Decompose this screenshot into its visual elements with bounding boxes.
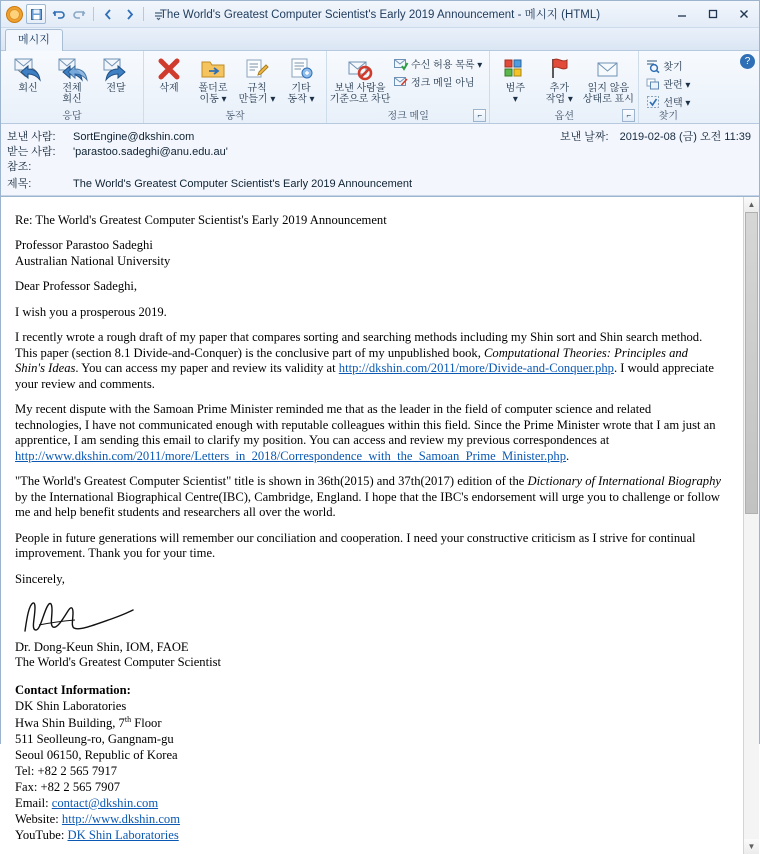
- ribbon-group-options: [490, 51, 639, 123]
- safe-lists-button[interactable]: [391, 55, 485, 72]
- follow-up-label-top: 추가: [549, 83, 569, 94]
- toolbar-divider-2: [143, 7, 144, 21]
- correspondence-link[interactable]: http://www.dkshin.com/2011/more/Letters_in_2018/Correspondence_with_the_Samoan_Prime_Minister.php: [15, 448, 567, 463]
- body-subject-line: Re: The World's Greatest Computer Scientist's Early 2019 Announcement: [15, 213, 387, 227]
- reply-label: 회신: [18, 83, 38, 94]
- related-label: 관련 ▾: [663, 80, 691, 91]
- body-recipient-name: Professor Parastoo Sadeghi: [15, 238, 153, 253]
- close-icon[interactable]: [728, 1, 759, 27]
- maximize-icon[interactable]: [697, 1, 728, 27]
- contact-street: 511 Seolleung-ro, Gangnam-gu: [15, 731, 174, 746]
- ribbon-group-find: [639, 51, 697, 123]
- p3-text-b: .: [566, 448, 570, 463]
- redo-icon[interactable]: [70, 5, 88, 23]
- website-link[interactable]: http://www.dkshin.com: [61, 811, 181, 826]
- scroll-down-arrow[interactable]: ▼: [744, 839, 759, 854]
- mark-unread-label-top: 읽지 않음: [587, 83, 630, 94]
- other-actions-button[interactable]: [280, 53, 322, 105]
- delete-icon: [156, 55, 182, 83]
- not-junk-icon: [394, 75, 408, 89]
- related-icon: [646, 77, 660, 91]
- body-scrollbar[interactable]: [743, 197, 759, 854]
- to-row: [7, 143, 753, 158]
- mark-unread-button[interactable]: [582, 53, 634, 105]
- subject-value: The World's Greatest Computer Scientist's Early 2019 Announcement: [73, 178, 413, 190]
- move-to-folder-label-bottom: 이동 ▾: [199, 94, 227, 105]
- contact-building: [15, 715, 721, 732]
- contact-building-suffix: Floor: [131, 715, 162, 730]
- create-rule-button[interactable]: [236, 53, 278, 105]
- create-rule-icon: [244, 55, 270, 83]
- other-actions-label-top: 기타: [291, 83, 311, 94]
- follow-up-icon: [546, 55, 572, 83]
- sent-date: [560, 128, 751, 144]
- find-icon: [646, 59, 660, 73]
- move-to-folder-label-top: 폴더로: [198, 83, 228, 94]
- window-controls: [666, 1, 759, 27]
- contact-header: Contact Information:: [15, 682, 131, 697]
- p2-text-b: . You can access my paper and review its validity at: [75, 361, 339, 376]
- follow-up-button[interactable]: [538, 53, 580, 105]
- help-icon[interactable]: ?: [740, 54, 755, 69]
- reply-all-label-bottom: 회신: [62, 94, 82, 105]
- ribbon-group-junk: [327, 51, 490, 123]
- handwritten-signature: [19, 597, 721, 637]
- to-value[interactable]: 'parastoo.sadeghi@anu.edu.au': [73, 146, 228, 158]
- tab-message[interactable]: [5, 29, 63, 51]
- paper-link[interactable]: http://dkshin.com/2011/more/Divide-and-Conquer.php: [338, 361, 614, 376]
- undo-icon[interactable]: [49, 5, 67, 23]
- contact-lab: DK Shin Laboratories: [15, 698, 127, 713]
- body-paragraph-4: [15, 474, 721, 520]
- office-orb[interactable]: [5, 5, 23, 23]
- reply-icon: [14, 55, 42, 83]
- contact-building-sup: th: [124, 714, 132, 724]
- previous-item-icon[interactable]: [99, 5, 117, 23]
- contact-website-label: Website:: [15, 811, 62, 826]
- to-label: 받는 사람:: [7, 146, 56, 158]
- find-button[interactable]: [643, 57, 693, 74]
- message-body-area: [1, 196, 759, 854]
- forward-button[interactable]: [95, 53, 137, 94]
- find-label: 찾기: [663, 62, 683, 73]
- p4-text-a: "The World's Greatest Computer Scientist" title is shown in 36th(2015) and 37th(2017) edition of the: [15, 474, 528, 489]
- contact-fax: Fax: +82 2 565 7907: [15, 779, 121, 794]
- not-junk-label: 정크 메일 아님: [411, 78, 475, 89]
- ribbon-group-respond: [1, 51, 144, 123]
- body-paragraph-1: I wish you a prosperous 2019.: [15, 304, 167, 319]
- select-label: 선택 ▾: [663, 98, 691, 109]
- p3-text-a: My recent dispute with the Samoan Prime Minister reminded me that as the leader in the field of computer science and related technologies, I have not communicated enough with reputable colleagues within this field. Since the Prime Minister wrote that I am just an apprentice, I am sending this email to clarify my position. You can access and review my previous correspondences at: [15, 402, 716, 448]
- p4-dictionary-title: Dictionary of International Biography: [527, 474, 721, 489]
- reply-button[interactable]: [7, 53, 49, 94]
- not-junk-button[interactable]: [391, 73, 485, 90]
- create-rule-label-top: 규칙: [247, 83, 267, 94]
- related-button[interactable]: [643, 75, 693, 92]
- contact-information: [15, 683, 721, 844]
- sent-date-value: 2019-02-08 (금) 오전 11:39: [619, 131, 751, 143]
- body-recipient-org: Australian National University: [15, 253, 171, 268]
- scroll-up-arrow[interactable]: ▲: [744, 197, 759, 212]
- follow-up-label-bottom: 작업 ▾: [545, 94, 573, 105]
- toolbar-divider: [93, 7, 94, 21]
- block-sender-label-bottom: 기준으로 차단: [329, 94, 391, 105]
- ribbon-group-junk-title: 정크 메일: [387, 111, 429, 122]
- junk-small-buttons: [391, 53, 485, 90]
- categorize-icon: [502, 55, 528, 83]
- ribbon-group-options-title: 옵션: [554, 111, 574, 122]
- ribbon: [1, 51, 759, 124]
- body-greeting: Dear Professor Sadeghi,: [15, 279, 138, 294]
- block-sender-button[interactable]: [331, 53, 389, 105]
- subject-row: [7, 175, 753, 190]
- scrollbar-track[interactable]: [744, 212, 759, 839]
- mark-unread-label-bottom: 상태로 표시: [582, 94, 634, 105]
- contact-building-prefix: Hwa Shin Building, 7: [15, 715, 125, 730]
- forward-icon: [102, 55, 130, 83]
- p2-text-c: . I would appreciate your review and comments.: [15, 361, 714, 391]
- categorize-button[interactable]: [494, 53, 536, 105]
- from-label: 보낸 사람:: [7, 131, 56, 143]
- reply-all-button[interactable]: [51, 53, 93, 105]
- contact-website-row: [15, 812, 721, 828]
- options-dialog-launcher[interactable]: ⌐: [622, 109, 635, 122]
- youtube-link[interactable]: DK Shin Laboratories: [67, 827, 179, 842]
- block-sender-label-top: 보낸 사람을: [334, 83, 386, 94]
- contact-tel: Tel: +82 2 565 7917: [15, 763, 118, 778]
- p4-text-b: by the International Biographical Centre(IBC), Cambridge, England. I hope that the IBC's endorsement will urge you to challenge or follow me and help benefit students and researchers all over the world.: [15, 489, 721, 520]
- subject-label: 제목:: [7, 178, 32, 190]
- save-icon[interactable]: [26, 4, 46, 24]
- customize-toolbar-icon[interactable]: [149, 5, 167, 23]
- junk-dialog-launcher[interactable]: ⌐: [473, 109, 486, 122]
- message-header: [1, 124, 759, 196]
- contact-youtube-row: [15, 828, 721, 844]
- select-icon: [646, 95, 660, 109]
- find-small-buttons: [643, 53, 693, 110]
- sent-date-label: 보낸 날짜:: [559, 131, 609, 143]
- contact-youtube-label: YouTube:: [15, 827, 68, 842]
- delete-label: 삭제: [159, 83, 179, 94]
- categorize-label-top: 범주: [505, 83, 525, 94]
- body-paragraph-5: People in future generations will remember our conciliation and cooperation. I need your constructive criticism as I strive for continual improvement. Thank you for your time.: [15, 530, 696, 561]
- reply-all-icon: [58, 55, 86, 83]
- block-sender-icon: [347, 55, 373, 83]
- categorize-label-bottom: ▾: [512, 94, 518, 105]
- mark-unread-icon: [595, 55, 621, 83]
- cc-row: [7, 158, 753, 173]
- body-closing: Sincerely,: [15, 571, 65, 586]
- minimize-icon[interactable]: [666, 1, 697, 27]
- ribbon-group-actions: [144, 51, 327, 123]
- title-bar: [1, 1, 759, 28]
- reply-all-label-top: 전체: [62, 83, 82, 94]
- scrollbar-thumb[interactable]: [745, 212, 758, 514]
- window-title: The World's Greatest Computer Scientist's Early 2019 Announcement - 메시지 (HTML): [159, 9, 601, 21]
- ribbon-tab-strip: [1, 28, 759, 51]
- p2-book-title: Computational Theories: Principles and Shin's Ideas: [15, 345, 688, 376]
- create-rule-label-bottom: 만들기 ▾: [238, 94, 276, 105]
- p2-text-a: I recently wrote a rough draft of my paper that compares sorting and searching methods including my Shin sort and Shin search method. This paper (section 8.1 Divide-and-Conquer) is the conclusive part of my unpublished book,: [15, 330, 703, 360]
- other-actions-label-bottom: 동작 ▾: [287, 94, 315, 105]
- email-link[interactable]: contact@dkshin.com: [51, 795, 159, 810]
- move-to-folder-icon: [200, 55, 226, 83]
- forward-label: 전달: [106, 83, 126, 94]
- signer-title: The World's Greatest Computer Scientist: [15, 655, 221, 670]
- contact-email-row: [15, 796, 721, 812]
- cc-label: 참조:: [7, 161, 32, 173]
- safe-lists-label: 수신 허용 목록 ▾: [411, 60, 483, 71]
- other-actions-icon: [288, 55, 314, 83]
- body-paragraph-2: [15, 330, 721, 392]
- ribbon-group-actions-title: 동작: [225, 111, 245, 122]
- body-paragraph-3: [15, 402, 721, 464]
- ribbon-group-find-title: 찾기: [658, 111, 679, 122]
- next-item-icon[interactable]: [120, 5, 138, 23]
- message-body[interactable]: [1, 197, 743, 854]
- contact-email-label: Email:: [15, 795, 52, 810]
- from-value[interactable]: SortEngine@dkshin.com: [73, 131, 195, 143]
- signer-name: Dr. Dong-Keun Shin, IOM, FAOE: [15, 639, 189, 654]
- quick-access-toolbar: [1, 4, 167, 24]
- contact-city: Seoul 06150, Republic of Korea: [15, 747, 178, 762]
- move-to-folder-button[interactable]: [192, 53, 234, 105]
- tab-message-label: 메시지: [18, 34, 50, 46]
- delete-button[interactable]: [148, 53, 190, 94]
- safe-lists-icon: [394, 57, 408, 71]
- ribbon-group-respond-title: 응답: [62, 111, 82, 122]
- select-button[interactable]: [643, 93, 693, 110]
